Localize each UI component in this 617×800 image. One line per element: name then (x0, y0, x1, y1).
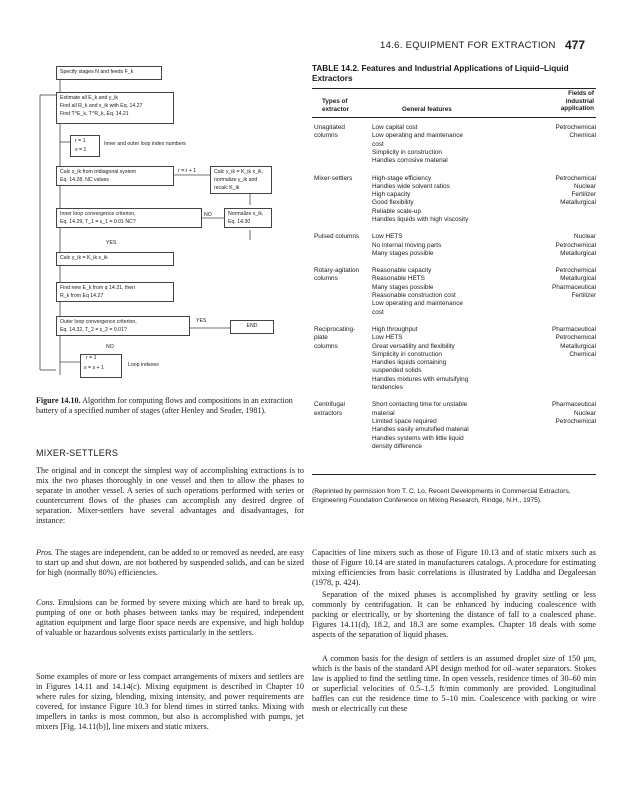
table-label: TABLE 14.2. (312, 64, 360, 73)
cell-features-line: Handles wide solvent ratios (372, 182, 450, 190)
intro-paragraph: The original and in concept the simplest way of accomplishing extractions is to mix the two phases thoroughly in one vessel and then to allow the phases to separate in another vessel. A series of such operations performed with series or countercurrent flows of the phases can accomplish any desired degree of separation. Mixer-settlers have several advantages and disadvantages, for instance: (36, 466, 304, 525)
cell-features-line: Limited space required (372, 417, 437, 425)
cell-features-line: Low operating and maintenance (372, 132, 463, 140)
cell-features-line: Handles liquids with high viscosity (372, 215, 469, 223)
cell-features-line: Handles mixtures with emulsifying (372, 375, 469, 383)
pros-text: The stages are independent, can be added to or removed as needed, are easy to start up and shut down, are not bothered by suspended solids, and can be sized for high (normally 80%) efficiencies. (36, 548, 305, 577)
cell-apps-line: Petrochemical (555, 334, 596, 342)
no-label: NO (106, 344, 114, 350)
cell-apps-line: Petrochemical (555, 124, 596, 131)
cell-apps-line: Metallurgical (560, 342, 596, 350)
cell-type-line: plate (314, 334, 328, 342)
cell-features-line: material (372, 409, 395, 417)
yes-label: YES (106, 240, 117, 246)
cell-apps (520, 175, 596, 208)
cell-apps-line: Nuclear (573, 182, 596, 190)
cell-features-line: Short contacting time for unstable (372, 401, 468, 409)
r-increment: r = r + 1 (178, 168, 197, 174)
cell-apps-line: Nuclear (573, 409, 596, 417)
cell-features-line: Handles easily emulsified material (372, 426, 469, 434)
running-head: 14.6. EQUIPMENT FOR EXTRACTION (380, 40, 556, 51)
examples-paragraph: Some examples of more or less compact arrangements of mixers and settlers are in Figures 14.11 and 14.14(c). Mixing equipment is described in Chapter 10 where rules for sizing, blending, mixing intensity, and power requirements are covered, for instance Figure 10.3 for blend times in stirred tanks. Mixing with impellers in tanks is most common, but also is accomplished with pumps, jet mixers [Fig. 14.11(b)], line mixers and static mixers. (36, 672, 304, 731)
figure-label: Figure 14.10. (36, 396, 81, 405)
inner-criterion-line: Inner loop convergence criterion, (60, 211, 136, 217)
cell-apps-line: Metallurgical (560, 199, 596, 207)
col-header-features: General features (402, 106, 452, 113)
cell-apps (520, 267, 596, 300)
yes-label: YES (196, 318, 207, 324)
cell-apps-line: Chemical (569, 350, 596, 358)
outer-criterion-line: Outer loop convergence criterion, (60, 319, 137, 325)
cell-features-line: Reliable scale-up (372, 207, 422, 215)
cell-type-line: columns (314, 132, 338, 140)
cons-paragraph (36, 598, 304, 638)
estimate-box (56, 92, 174, 124)
cell-features-line: cost (372, 308, 384, 316)
estimate-line: Estimate all E_k and y_ik (60, 95, 118, 101)
find-new-box (56, 282, 174, 302)
calc-x-line: Calc x_ik from tridiagonal system (60, 169, 137, 175)
cell-apps-line: Pharmaceutical (551, 401, 596, 409)
figure-caption (36, 396, 304, 415)
table-title-text: Features and Industrial Applications of Liquid–Liquid Extractors (312, 64, 569, 83)
cell-features-line: Handles liquids containing (372, 359, 447, 367)
calc-y2-box (56, 252, 174, 266)
cell-features-line: Good flexibility (372, 199, 414, 207)
normalize-line: Eq. 14.30 (228, 219, 251, 225)
cell-features-line: High-stage efficiency (372, 174, 432, 182)
cell-type-line: Rotary-agitation (314, 267, 360, 275)
col-header-line: extractor (322, 105, 349, 113)
col-header-line: Fields of (568, 90, 594, 97)
inner-criterion-box (56, 208, 202, 228)
cell-features-line: tendencies (372, 384, 403, 392)
end-text: END (246, 323, 258, 329)
table-title (312, 64, 592, 83)
cell-features-line: Simplicity in construction (372, 148, 442, 156)
right-paragraph-3: A common basis for the design of settlers is an assumed droplet size of 150 μm, which is the basis of the standard API design method for oil–water separators. Stokes law is applied to find the settling time. In open vessels, residence times of 30–60 min or superficial velocities of 0.5–1.5 ft/min commonly are provided. Longitudinal baffles can cut the residence time to 5–10 min. Coalescence with packing or wire mesh or electrically cut these (312, 654, 596, 713)
col-header-apps (548, 90, 594, 113)
normalize-box (224, 208, 272, 228)
cell-type-line: Reciprocating- (314, 326, 356, 333)
cell-apps-line: Petrochemical (555, 174, 596, 182)
cell-features-line: Many stages possible (372, 249, 434, 257)
page-number: 477 (565, 38, 586, 52)
figure-caption-text: Algorithm for computing flows and compositions in an extraction battery of a specified number of stages (after Henley and Seader, 1981). (36, 396, 293, 415)
calc-y-box (210, 166, 272, 194)
outer-criterion-box (56, 316, 190, 336)
table-bottom-rule (312, 474, 596, 475)
no-label: NO (204, 212, 212, 218)
cell-apps-line: Pharmaceutical (551, 326, 596, 333)
r-reset: r = 1 (86, 355, 97, 361)
cell-apps-line: Pharmaceutical (551, 283, 596, 291)
cell-features-line: Reasonable construction cost (372, 292, 456, 300)
calc-x-line: Eq. 14.28, NC values (60, 177, 110, 183)
cell-type-line: Pulsed columns (314, 233, 360, 241)
cons-text: Emulsions can be formed by severe mixing which are hard to break up, pumping of one or both phases between tanks may be required, independent agitation equipment and large floor space needs are expensive, and high holdup of valuable or hazardous solvents exists particularly in the settlers. (36, 598, 305, 637)
cell-apps-line: Petrochemical (555, 267, 596, 275)
cell-features-line: High throughput (372, 326, 418, 333)
cell-features-line: Low HETS (372, 233, 403, 241)
col-header-line: industrial (565, 97, 594, 105)
cell-features-line: Great versatility and flexibility (372, 342, 455, 350)
inner-criterion-line: Eq. 14.29, T_1 = ε_1 = 0.01 NC? (60, 219, 136, 225)
cell-features-line: Handles corrosive material (372, 157, 448, 165)
cell-apps-line: Metallurgical (560, 275, 596, 283)
calc-y-line: recalc K_ik (214, 185, 240, 191)
cell-features-line: No internal moving parts (372, 241, 442, 249)
cell-features-line: Many stages possible (372, 283, 434, 291)
calc-x-box (56, 166, 174, 186)
cell-apps-line: Fertilizer (571, 292, 596, 300)
cell-features-line: Low operating and maintenance (372, 300, 463, 308)
cell-apps-line: Nuclear (573, 233, 596, 241)
cell-apps (520, 401, 596, 426)
normalize-line: Normalize x_ik, (228, 211, 264, 217)
cons-label: Cons. (36, 598, 55, 607)
cell-apps-line: Chemical (569, 132, 596, 140)
cell-type-line: Mixer-settlers (314, 174, 353, 182)
cell-apps (520, 233, 596, 258)
cell-type-line: Centrifugal (314, 401, 345, 409)
index-box-outline (70, 135, 100, 157)
cell-features-line: Low capital cost (372, 124, 418, 131)
pros-paragraph (36, 548, 304, 578)
cell-type-line: columns (314, 342, 338, 350)
specify-stages-box (56, 66, 162, 80)
cell-type-line: Unagitated (314, 124, 345, 131)
cell-features-line: Handles systems with little liquid (372, 434, 464, 442)
col-header-line: application (560, 105, 594, 112)
col-header-type (322, 98, 349, 113)
cell-type-line: extractors (314, 409, 343, 417)
table-top-rule (312, 88, 596, 89)
pros-label: Pros. (36, 548, 54, 557)
cell-features-line: Reasonable HETS (372, 275, 425, 283)
cell-type-line: columns (314, 275, 338, 283)
table-header-rule (312, 117, 596, 118)
estimate-line: Find all R_k and x_ik with Eq. 14.27 (60, 103, 143, 109)
cell-apps-line: Petrochemical (555, 241, 596, 249)
cell-features-line: Low HETS (372, 334, 403, 342)
loop-indexes-label: Loop indexes (128, 362, 159, 368)
end-box (230, 320, 274, 334)
cell-apps-line: Petrochemical (555, 417, 596, 425)
cell-features-line: density difference (372, 442, 422, 450)
cell-features-line: suspended solids (372, 367, 422, 375)
s-init: s = 1 (72, 145, 102, 153)
cell-features-line: cost (372, 140, 384, 148)
r-init: r = 1 (72, 136, 102, 144)
calc-y-line: Calc y_ik = K_ik x_ik, (214, 169, 264, 175)
right-paragraph-1: Capacities of line mixers such as those of Figure 10.13 and of static mixers such as those of Figure 10.14 are stated in manufacturers catalogs. A procedure for estimating mixing efficiencies from basic correlations is illustrated by Laddha and Degaleesan (1978, p. 424). (312, 548, 596, 587)
cell-apps (520, 124, 596, 141)
table-note: (Reprinted by permission from T. C. Lo, Recent Developments in Commercial Extractors, Engineering Foundation Conference on Mixing Research, Rindge, N.H., 1975). (312, 488, 571, 504)
cell-features-line: Simplicity in construction (372, 350, 442, 358)
index-numbers-label: Inner and outer loop index numbers (104, 141, 186, 147)
cell-features-line: High capacity (372, 191, 411, 199)
calc-y-line: normalize y_ik and (214, 177, 258, 183)
col-header-line: Types of (322, 98, 348, 105)
estimate-line: Find T^E_k, T^R_k, Eq. 14.21 (60, 111, 129, 117)
specify-stages-text: Specify stages N and feeds F_k (60, 69, 134, 75)
right-paragraph-2: Separation of the mixed phases is accomplished by gravity settling or less commonly by centrifugation. It can be enhanced by inducing coalescence with packing or electrically, or by shortening the distance of fall to a coalesced phase. Figures 14.11(d), 18.2, and 18.3 are some examples. Chapter 18 deals with some aspects of the separation of liquid phases. (312, 590, 596, 639)
section-heading: MIXER-SETTLERS (36, 448, 119, 458)
cell-apps-line: Fertilizer (571, 191, 596, 199)
cell-features-line: Reasonable capacity (372, 267, 432, 275)
cell-apps (520, 326, 596, 359)
outer-criterion-line: Eq. 14.32, T_2 = ε_2 = 0.01? (60, 327, 127, 333)
find-new-line: R_k from Eq 14.27 (60, 293, 104, 299)
s-increment: s = s + 1 (84, 365, 104, 371)
cell-apps-line: Metallurgical (560, 249, 596, 257)
find-new-line: Find new E_k from q 14.31, then (60, 285, 135, 291)
calc-y2-text: Calc y_ik = K_ik x_ik (60, 255, 108, 261)
